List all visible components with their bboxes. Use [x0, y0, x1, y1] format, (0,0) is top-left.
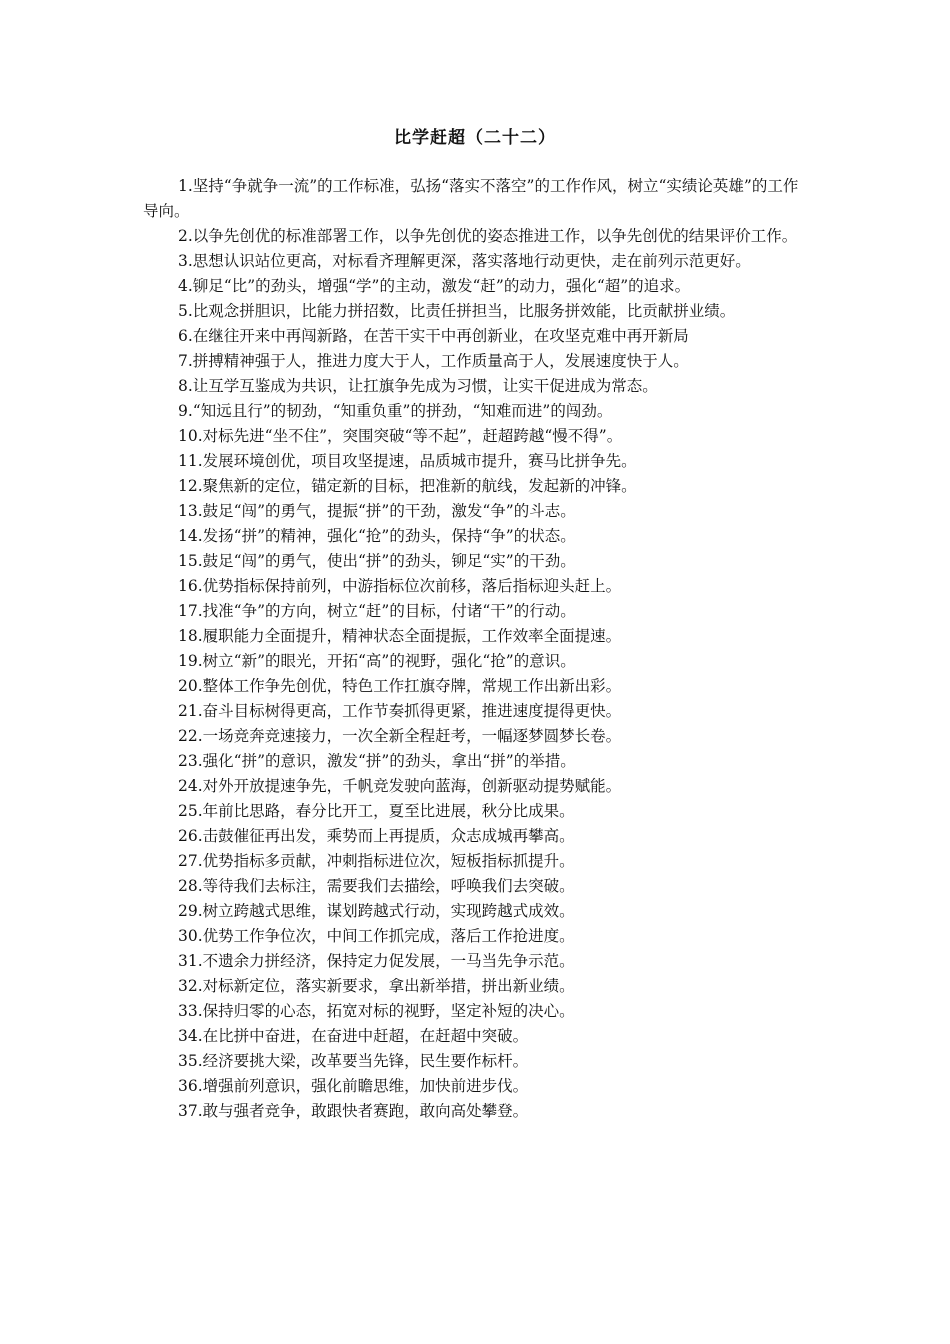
list-item: 11.发展环境创优，项目攻坚提速，品质城市提升，赛马比拼争先。: [178, 452, 637, 470]
list-item: 29.树立跨越式思维，谋划跨越式行动，实现跨越式成效。: [178, 902, 575, 920]
list-item: 4.铆足“比”的劲头，增强“学”的主动，激发“赶”的动力，强化“超”的追求。: [178, 277, 691, 295]
list-item: 5.比观念拼胆识，比能力拼招数，比责任拼担当，比服务拼效能，比贡献拼业绩。: [178, 302, 736, 320]
list-item: 3.思想认识站位更高，对标看齐理解更深，落实落地行动更快，走在前列示范更好。: [178, 252, 751, 270]
slogan-list: [143, 174, 809, 1124]
list-item: 21.奋斗目标树得更高，工作节奏抓得更紧，推进速度提得更快。: [178, 702, 622, 720]
list-item: 12.聚焦新的定位，锚定新的目标，把准新的航线，发起新的冲锋。: [178, 477, 637, 495]
list-item: 24.对外开放提速争先，千帆竞发驶向蓝海，创新驱动提势赋能。: [178, 777, 622, 795]
list-item: 8.让互学互鉴成为共识，让扛旗争先成为习惯，让实干促进成为常态。: [178, 377, 658, 395]
list-item: 15.鼓足“闯”的勇气，使出“拼”的劲头，铆足“实”的干劲。: [178, 552, 576, 570]
list-item: 19.树立“新”的眼光，开拓“高”的视野，强化“抢”的意识。: [178, 652, 576, 670]
list-item: 2.以争先创优的标准部署工作，以争先创优的姿态推进工作，以争先创优的结果评价工作。: [178, 227, 798, 245]
list-item: 16.优势指标保持前列，中游指标位次前移，落后指标迎头赶上。: [178, 577, 622, 595]
list-item: 9.“知远且行”的韧劲，“知重负重”的拼劲，“知难而进”的闯劲。: [178, 402, 613, 420]
list-item: 33.保持归零的心态，拓宽对标的视野，坚定补短的决心。: [178, 1002, 575, 1020]
list-item: 1.坚持“争就争一流”的工作标准，弘扬“落实不落空”的工作作风，树立“实绩论英雄”的工作导向。: [143, 177, 799, 220]
list-item: 18.履职能力全面提升，精神状态全面提振，工作效率全面提速。: [178, 627, 622, 645]
list-item: 30.优势工作争位次，中间工作抓完成，落后工作抢进度。: [178, 927, 575, 945]
list-item: 37.敢与强者竞争，敢跟快者赛跑，敢向高处攀登。: [178, 1102, 529, 1120]
list-item: 23.强化“拼”的意识，激发“拼”的劲头，拿出“拼”的举措。: [178, 752, 576, 770]
document-title: 比学赶超（二十二）: [394, 128, 556, 148]
list-item: 31.不遗余力拼经济，保持定力促发展，一马当先争示范。: [178, 952, 575, 970]
list-item: 27.优势指标多贡献，冲刺指标进位次，短板指标抓提升。: [178, 852, 575, 870]
list-item: 14.发扬“拼”的精神，强化“抢”的劲头，保持“争”的状态。: [178, 527, 576, 545]
list-item: 25.年前比思路，春分比开工，夏至比进展，秋分比成果。: [178, 802, 575, 820]
list-item: 28.等待我们去标注，需要我们去描绘，呼唤我们去突破。: [178, 877, 575, 895]
list-item: 36.增强前列意识，强化前瞻思维，加快前进步伐。: [178, 1077, 529, 1095]
list-item: 26.击鼓催征再出发，乘势而上再提质，众志成城再攀高。: [178, 827, 575, 845]
list-item: 34.在比拼中奋进，在奋进中赶超，在赶超中突破。: [178, 1027, 529, 1045]
list-item: 13.鼓足“闯”的勇气，提振“拼”的干劲，激发“争”的斗志。: [178, 502, 576, 520]
list-item: 22.一场竞奔竞速接力，一次全新全程赶考，一幅逐梦圆梦长卷。: [178, 727, 622, 745]
list-item: 17.找准“争”的方向，树立“赶”的目标，付诸“干”的行动。: [178, 602, 576, 620]
list-item: 6.在继往开来中再闯新路，在苦干实干中再创新业，在攻坚克难中再开新局: [178, 327, 689, 345]
list-item: 7.拼搏精神强于人，推进力度大于人，工作质量高于人，发展速度快于人。: [178, 352, 689, 370]
list-item: 32.对标新定位，落实新要求，拿出新举措，拼出新业绩。: [178, 977, 575, 995]
list-item: 35.经济要挑大梁，改革要当先锋，民生要作标杆。: [178, 1052, 529, 1070]
list-item: 20.整体工作争先创优，特色工作扛旗夺牌，常规工作出新出彩。: [178, 677, 622, 695]
list-item: 10.对标先进“坐不住”，突围突破“等不起”，赶超跨越“慢不得”。: [178, 427, 623, 445]
